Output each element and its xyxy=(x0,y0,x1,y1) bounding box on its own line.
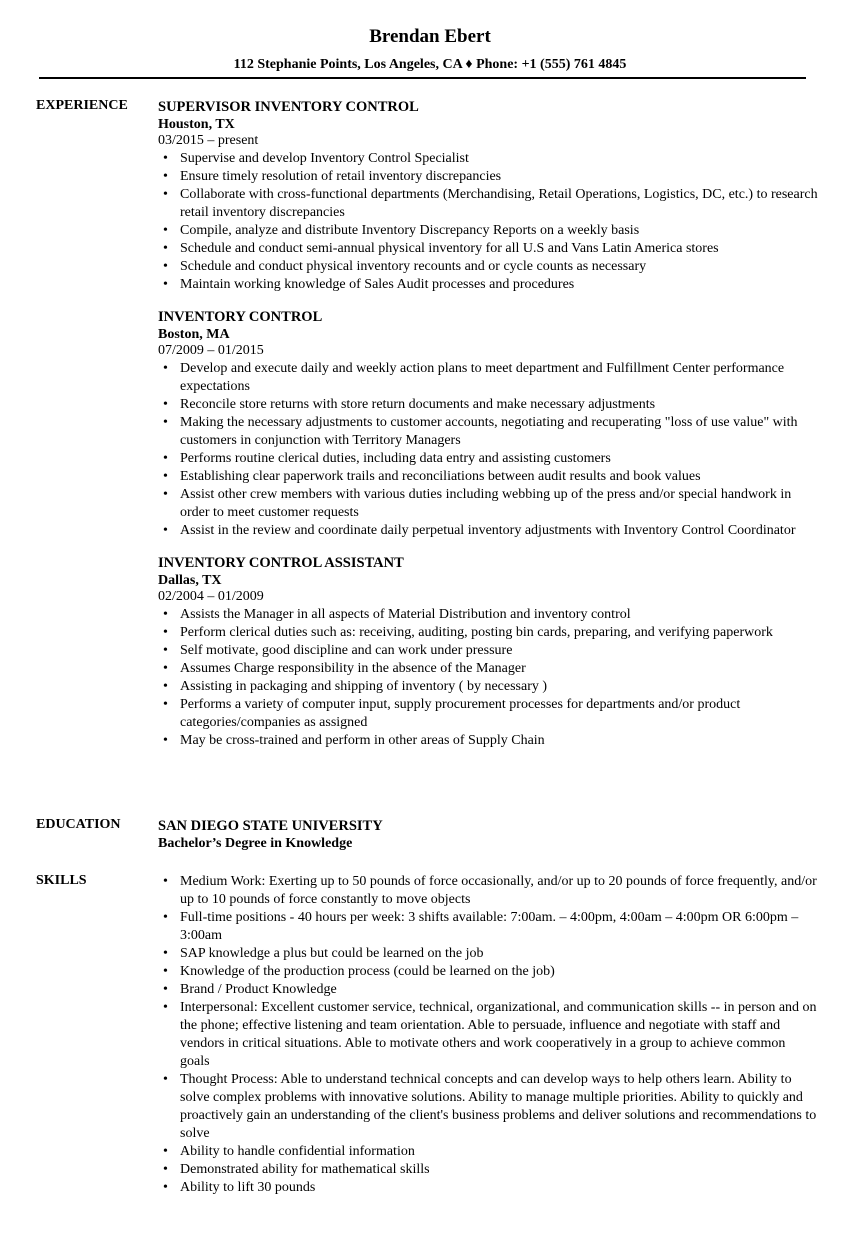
resume-header xyxy=(0,0,860,73)
job-title: SUPERVISOR INVENTORY CONTROL xyxy=(158,99,419,115)
bullet-item: • Maintain working knowledge of Sales Audit processes and procedures xyxy=(180,276,818,294)
experience-heading: EXPERIENCE xyxy=(36,98,128,113)
job-title: INVENTORY CONTROL ASSISTANT xyxy=(158,555,404,571)
skill-item: • Ability to handle confidential information xyxy=(180,1143,818,1161)
bullet-item: • Assist in the review and coordinate daily perpetual inventory adjustments with Inventory Control Coordinator xyxy=(180,522,818,540)
bullet-item: • Supervise and develop Inventory Control Specialist xyxy=(180,150,818,168)
skill-item: • Brand / Product Knowledge xyxy=(180,981,818,999)
school-name: SAN DIEGO STATE UNIVERSITY xyxy=(158,818,383,834)
skill-item: • Interpersonal: Excellent customer service, technical, organizational, and communication skills -- in person and on the phone; effective listening and team orientation. Able to persuade, influence and negotiate with staff and vendors in critical situations. Able to motivate others and work cooperatively in a group to achieve common goals xyxy=(180,999,818,1071)
bullet-item: • Ensure timely resolution of retail inventory discrepancies xyxy=(180,168,818,186)
job-location: Houston, TX xyxy=(158,117,235,132)
bullet-item: • Performs routine clerical duties, including data entry and assisting customers xyxy=(180,450,818,468)
skill-item: • Ability to lift 30 pounds xyxy=(180,1179,818,1197)
job-bullets xyxy=(158,360,818,540)
bullet-item: • Develop and execute daily and weekly action plans to meet department and Fulfillment Center performance expectations xyxy=(180,360,818,396)
job-entry xyxy=(158,554,818,750)
job-title: INVENTORY CONTROL xyxy=(158,309,323,325)
bullet-item: • May be cross-trained and perform in other areas of Supply Chain xyxy=(180,732,818,750)
skill-item: • Knowledge of the production process (could be learned on the job) xyxy=(180,963,818,981)
bullet-item: • Schedule and conduct semi-annual physical inventory for all U.S and Vans Latin America stores xyxy=(180,240,818,258)
bullet-item: • Perform clerical duties such as: receiving, auditing, posting bin cards, preparing, and verifying paperwork xyxy=(180,624,818,642)
job-bullets xyxy=(158,606,818,750)
skill-item: • SAP knowledge a plus but could be learned on the job xyxy=(180,945,818,963)
job-location: Dallas, TX xyxy=(158,573,222,588)
skill-item: • Thought Process: Able to understand technical concepts and can develop ways to help others learn. Ability to solve complex problems with innovative solutions. Ability to manage multiple priorities. Ability to quickly and proactively gain an understanding of the client's business problems and deliver solutions and recommendations to solve xyxy=(180,1071,818,1143)
bullet-item: • Assisting in packaging and shipping of inventory ( by necessary ) xyxy=(180,678,818,696)
bullet-item: • Assist other crew members with various duties including webbing up of the press and/or special handwork in order to meet customer requests xyxy=(180,486,818,522)
bullet-item: • Making the necessary adjustments to customer accounts, negotiating and recuperating "loss of use value" with customers in conjunction with Territory Managers xyxy=(180,414,818,450)
contact-line: 112 Stephanie Points, Los Angeles, CA ♦ Phone: +1 (555) 761 4845 xyxy=(233,57,627,72)
education-heading: EDUCATION xyxy=(36,817,121,832)
bullet-item: • Assists the Manager in all aspects of Material Distribution and inventory control xyxy=(180,606,818,624)
education-body xyxy=(158,817,818,853)
experience-body xyxy=(158,98,818,764)
degree-name: Bachelor’s Degree in Knowledge xyxy=(158,836,353,851)
job-location: Boston, MA xyxy=(158,327,230,342)
skill-item: • Medium Work: Exerting up to 50 pounds of force occasionally, and/or up to 20 pounds of force frequently, and/or up to 10 pounds of force constantly to move objects xyxy=(180,873,818,909)
header-divider xyxy=(39,77,806,79)
job-dates: 02/2004 – 01/2009 xyxy=(158,589,264,604)
bullet-item: • Performs a variety of computer input, supply procurement processes for departments and/or product categories/companies as assigned xyxy=(180,696,818,732)
skills-list xyxy=(158,873,818,1197)
bullet-item: • Assumes Charge responsibility in the absence of the Manager xyxy=(180,660,818,678)
job-entry xyxy=(158,98,818,294)
bullet-item: • Schedule and conduct physical inventory recounts and or cycle counts as necessary xyxy=(180,258,818,276)
bullet-item: • Compile, analyze and distribute Inventory Discrepancy Reports on a weekly basis xyxy=(180,222,818,240)
skills-body xyxy=(158,873,818,1197)
skills-heading: SKILLS xyxy=(36,873,87,888)
job-dates: 03/2015 – present xyxy=(158,133,259,148)
bullet-item: • Collaborate with cross-functional departments (Merchandising, Retail Operations, Logistics, DC, etc.) to research retail inventory discrepancies xyxy=(180,186,818,222)
job-dates: 07/2009 – 01/2015 xyxy=(158,343,264,358)
bullet-item: • Reconcile store returns with store return documents and make necessary adjustments xyxy=(180,396,818,414)
bullet-item: • Self motivate, good discipline and can work under pressure xyxy=(180,642,818,660)
bullet-item: • Establishing clear paperwork trails and reconciliations between audit results and book values xyxy=(180,468,818,486)
candidate-name: Brendan Ebert xyxy=(369,26,491,47)
job-entry xyxy=(158,308,818,540)
job-bullets xyxy=(158,150,818,294)
skill-item: • Full-time positions - 40 hours per week: 3 shifts available: 7:00am. – 4:00pm, 4:00am – 4:00pm OR 6:00pm – 3:00am xyxy=(180,909,818,945)
skill-item: • Demonstrated ability for mathematical skills xyxy=(180,1161,818,1179)
